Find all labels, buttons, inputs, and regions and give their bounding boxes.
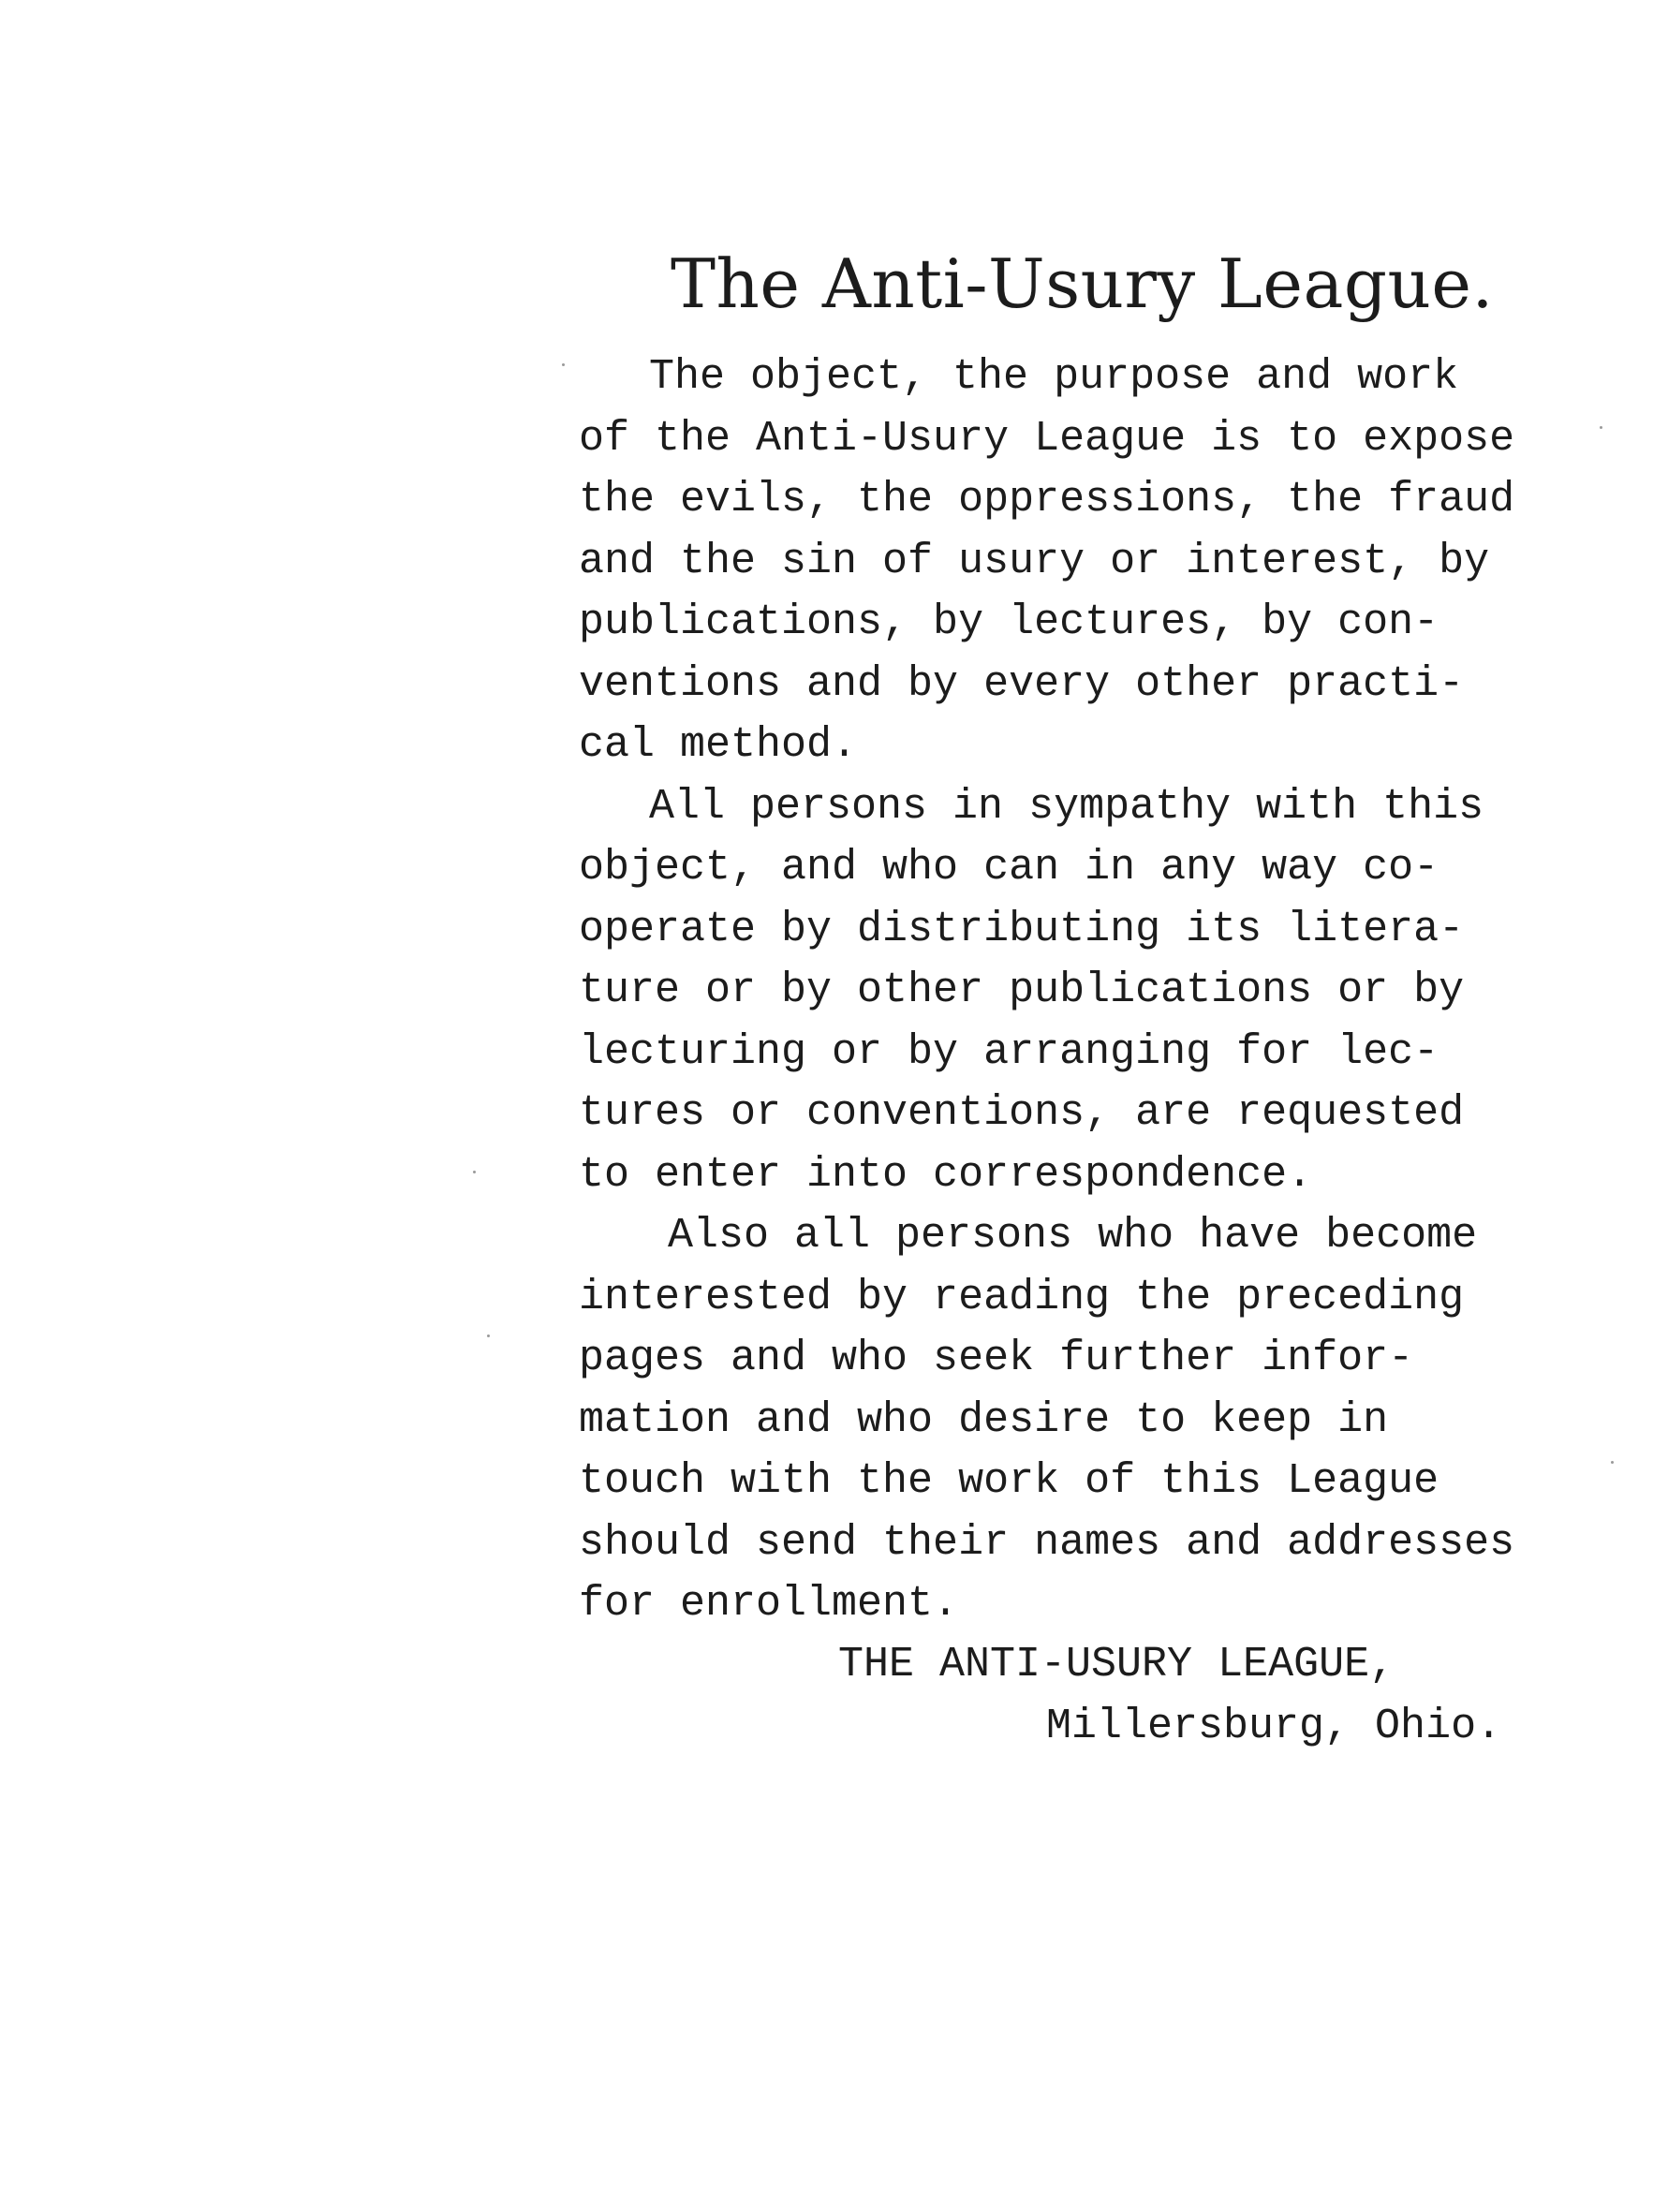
text-line: the evils, the oppressions, the fraud xyxy=(579,476,1515,524)
text-line: and the sin of usury or interest, by xyxy=(579,537,1490,585)
text-line: object, and who can in any way co- xyxy=(579,844,1439,892)
text-line: ventions and by every other practi- xyxy=(579,659,1465,708)
paragraph-2 xyxy=(579,776,1609,1206)
text-line: touch with the work of this League xyxy=(579,1457,1439,1505)
text-line: lecturing or by arranging for lec- xyxy=(579,1027,1439,1076)
text-line: Also all persons who have become xyxy=(668,1212,1478,1260)
scan-speck xyxy=(562,363,565,366)
text-line: All persons in sympathy with this xyxy=(649,782,1484,831)
text-line: ture or by other publications or by xyxy=(579,966,1465,1014)
text-line: operate by distributing its litera- xyxy=(579,905,1465,953)
paragraph-1 xyxy=(579,347,1609,776)
text-line: for enrollment. xyxy=(579,1580,959,1628)
document-body xyxy=(579,347,1609,1635)
text-line: should send their names and addresses xyxy=(579,1518,1515,1567)
text-line: interested by reading the preceding xyxy=(579,1273,1465,1321)
text-line: to enter into correspondence. xyxy=(579,1150,1313,1199)
signature-organization: THE ANTI-USURY LEAGUE, xyxy=(838,1641,1395,1688)
scan-speck xyxy=(487,1335,490,1337)
page-title: The Anti-Usury League. xyxy=(671,244,1494,323)
text-line: cal method. xyxy=(579,721,858,769)
text-line: mation and who desire to keep in xyxy=(579,1395,1389,1444)
paragraph-3 xyxy=(579,1205,1609,1635)
text-line: of the Anti-Usury League is to expose xyxy=(579,414,1515,463)
scan-speck xyxy=(1611,1461,1614,1464)
signature-block xyxy=(838,1634,1587,1757)
scan-speck xyxy=(473,1171,476,1173)
signature-location: Millersburg, Ohio. xyxy=(1046,1702,1502,1750)
scan-speck xyxy=(1600,426,1602,429)
text-line: pages and who seek further infor- xyxy=(579,1335,1414,1382)
text-line: tures or conventions, are requested xyxy=(579,1089,1465,1137)
text-line: publications, by lectures, by con- xyxy=(579,598,1439,646)
text-line: The object, the purpose and work xyxy=(649,353,1459,401)
